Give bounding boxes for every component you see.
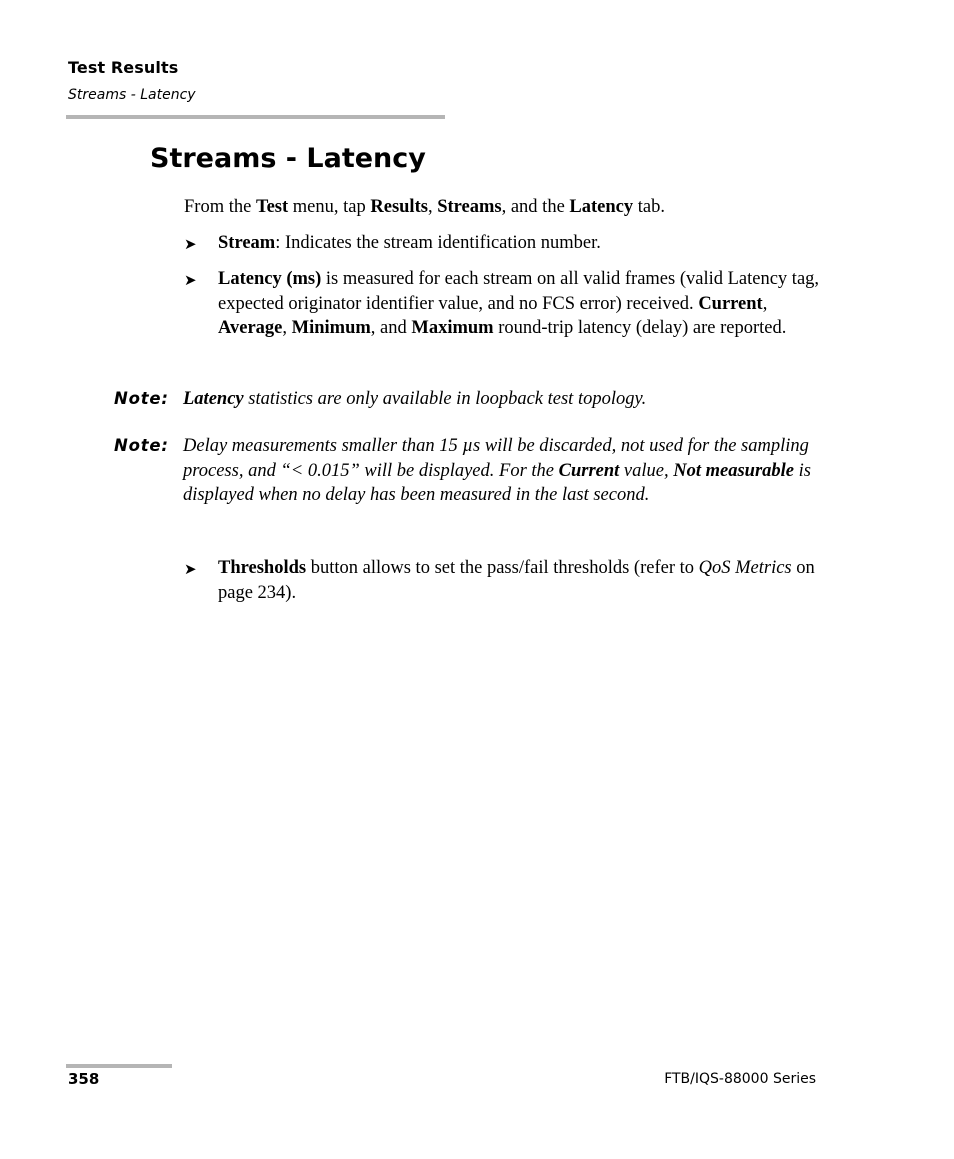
- tab-name-latency: Latency: [569, 197, 634, 217]
- term-thresholds: Thresholds: [218, 558, 307, 578]
- definition-text: button allows to set the pass/fail thresholds (refer to: [306, 558, 699, 578]
- term-stream: Stream: [218, 233, 276, 253]
- running-header-title: Test Results: [68, 58, 179, 77]
- menu-name-streams: Streams: [437, 197, 502, 217]
- note-sentence: Delay measurements smaller than 15 µs will be discarded, not used for the sampling process, and “< 0.015” will be displayed. For the: [183, 436, 809, 481]
- note-sentence: is displayed when no delay has been measured in the last second.: [183, 460, 811, 505]
- intro-paragraph: [184, 195, 834, 220]
- definition-text: ,: [282, 318, 292, 338]
- cross-reference-link[interactable]: QoS Metrics: [698, 558, 792, 578]
- term-maximum: Maximum: [411, 318, 494, 338]
- arrowhead-bullet-icon: ➤: [184, 271, 197, 289]
- definition-text: round-trip latency (delay) are reported.: [493, 318, 787, 338]
- intro-text: From the: [184, 197, 256, 217]
- term-latency-ms: Latency (ms): [218, 269, 322, 289]
- running-header-subtitle: Streams - Latency: [68, 87, 196, 103]
- note-delay-measurements: [114, 434, 824, 508]
- page-title: Streams - Latency: [150, 143, 426, 174]
- list-item-thresholds: [184, 556, 824, 605]
- note-text: [183, 434, 819, 508]
- arrowhead-bullet-icon: ➤: [184, 235, 197, 253]
- menu-name-test: Test: [255, 197, 289, 217]
- list-item-stream: [184, 231, 824, 257]
- list-item-text: [218, 267, 824, 341]
- note-sentence: value,: [619, 460, 674, 481]
- arrowhead-bullet-icon: ➤: [184, 560, 197, 578]
- term-average: Average: [218, 318, 283, 338]
- list-item-text: [218, 231, 601, 257]
- menu-name-results: Results: [370, 197, 428, 217]
- footer-divider: [66, 1064, 172, 1068]
- definition-text: ,: [762, 293, 768, 314]
- intro-text: , and the: [501, 197, 570, 217]
- header-divider: [66, 115, 445, 119]
- note-label: Note:: [114, 389, 169, 408]
- definition-text: on page 234).: [218, 558, 815, 603]
- definition-text: is measured for each stream on all valid frames (valid Latency tag, expected originator identifier value, and no FCS error) received.: [218, 269, 820, 314]
- note-label: Note:: [114, 436, 169, 455]
- page-number: 358: [68, 1070, 100, 1088]
- list-item-text: [218, 556, 824, 605]
- term-minimum: Minimum: [291, 318, 371, 338]
- definition-text: : Indicates the stream identification number.: [275, 233, 601, 253]
- term-current: Current: [558, 460, 620, 481]
- definition-text: , and: [370, 318, 412, 338]
- list-item-latency: [184, 267, 824, 341]
- term-current: Current: [698, 293, 763, 314]
- note-text: [183, 387, 819, 412]
- intro-text: ,: [427, 197, 438, 217]
- intro-text: tab.: [633, 197, 665, 217]
- term-latency: Latency: [183, 389, 244, 409]
- note-loopback: [114, 387, 824, 412]
- intro-text: menu, tap: [288, 197, 371, 217]
- note-sentence: statistics are only available in loopback test topology.: [243, 389, 647, 409]
- term-not-measurable: Not measurable: [673, 460, 794, 481]
- product-series: FTB/IQS-88000 Series: [664, 1071, 816, 1087]
